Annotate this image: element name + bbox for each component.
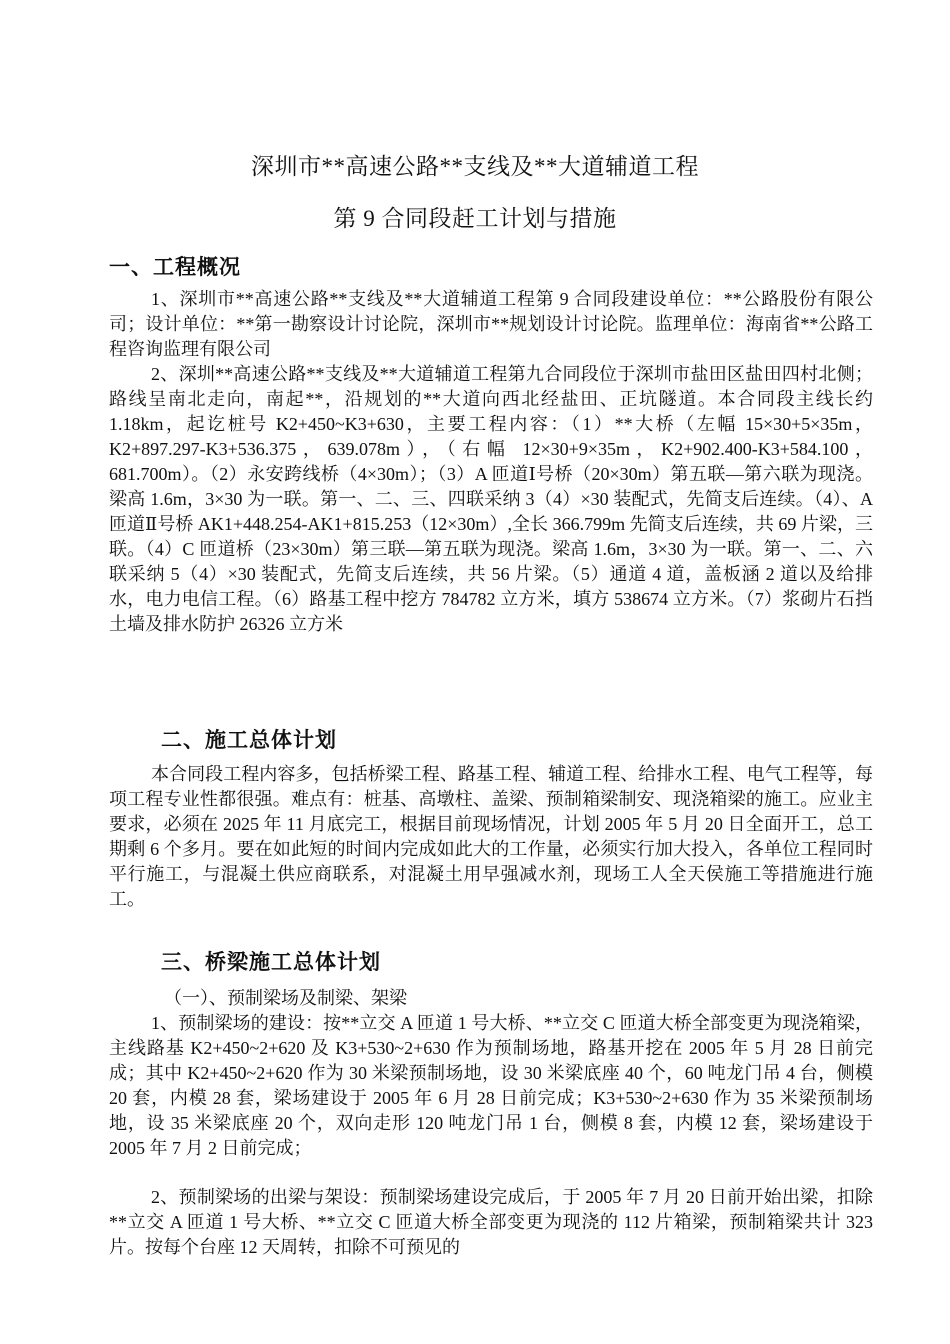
paragraph-overview-2: 2、深圳**高速公路**支线及**大道辅道工程第九合同段位于深圳市盐田区盐田四村北侧；路线呈南北走向，南起**，沿规划的**大道向西北经盐田、正坑隧道。本合同段主线长约 1.18km，起讫桩号 K2+450~K3+630，主要工程内容：（1）**大桥（左幅 15×30+5×35m，K2+897.297-K3+536.375，639.078m），（右幅 12×30+9×35m，K2+902.400-K3+584.100，681.700m）。（2）永安跨线桥（4×30m）；（3）A 匝道Ⅰ号桥（20×30m）第五联—第六联为现浇。梁高 1.6m，3×30 为一联。第一、二、三、四联采纳 3（4）×30 装配式，先简支后连续。（4）、A 匝道Ⅱ号桥 AK1+448.254-AK1+815.253（12×30m）,全长 366.799m 先简支后连续，共 69 片梁，三联。（4）C 匝道桥（23×30m）第三联—第五联为现浇。梁高 1.6m，3×30 为一联。第一、二、六联采纳 5（4）×30 装配式，先简支后连续，共 56 片梁。（5）通道 4 道，盖板涵 2 道以及给排水，电力电信工程。（6）路基工程中挖方 784782 立方米，填方 538674 立方米。（7）浆砌片石挡土墙及排水防护 26326 立方米	[109, 364, 873, 634]
paragraph-overview-1: 1、深圳市**高速公路**支线及**大道辅道工程第 9 合同段建设单位：**公路股份有限公司；设计单位：**第一勘察设计讨论院，深圳市**规划设计讨论院。监理单位：海南省**公路工程咨询监理有限公司	[109, 289, 873, 359]
subsection-heading-precast-yard: （一）、预制梁场及制梁、架梁	[164, 988, 407, 1008]
section-heading-overview: 一、工程概况	[109, 255, 241, 279]
section-heading-bridge-plan: 三、桥梁施工总体计划	[161, 950, 381, 974]
section-heading-general-plan: 二、施工总体计划	[161, 728, 337, 752]
paragraph-general-plan: 本合同段工程内容多，包括桥梁工程、路基工程、辅道工程、给排水工程、电气工程等，每项工程专业性都很强。难点有：桩基、高墩柱、盖梁、预制箱梁制安、现浇箱梁的施工。应业主要求，必须在 2025 年 11 月底完工，根据目前现场情况，计划 2005 年 5 月 20 日全面开工，总工期剩 6 个多月。要在如此短的时间内完成如此大的工作量，必须实行加大投入，各单位工程同时平行施工，与混凝土供应商联系，对混凝土用早强减水剂，现场工人全天侯施工等措施进行施工。	[109, 764, 873, 909]
paragraph-precast-yard-2: 2、预制梁场的出梁与架设：预制梁场建设完成后，于 2005 年 7 月 20 日前开始出梁，扣除**立交 A 匝道 1 号大桥、**立交 C 匝道大桥全部变更为现浇的 112 片箱梁，预制箱梁共计 323 片。按每个台座 12 天周转，扣除不可预见的	[109, 1187, 873, 1257]
document-title-line2: 第 9 合同段赶工计划与措施	[333, 206, 617, 231]
document-title-line1: 深圳市**高速公路**支线及**大道辅道工程	[251, 154, 699, 179]
paragraph-precast-yard-1: 1、预制梁场的建设：按**立交 A 匝道 1 号大桥、**立交 C 匝道大桥全部变更为现浇箱梁，主线路基 K2+450~2+620 及 K3+530~2+630 作为预制场地，路基开挖在 2005 年 5 月 28 日前完成；其中 K2+450~2+620 作为 30 米梁预制场地，设 30 米梁底座 40 个，60 吨龙门吊 4 台，侧模 20 套，内模 28 套，梁场建设于 2005 年 6 月 28 日前完成；K3+530~2+630 作为 35 米梁预制场地，设 35 米梁底座 20 个，双向走形 120 吨龙门吊 1 台，侧模 8 套，内模 12 套，梁场建设于 2005 年 7 月 2 日前完成；	[109, 1013, 873, 1158]
